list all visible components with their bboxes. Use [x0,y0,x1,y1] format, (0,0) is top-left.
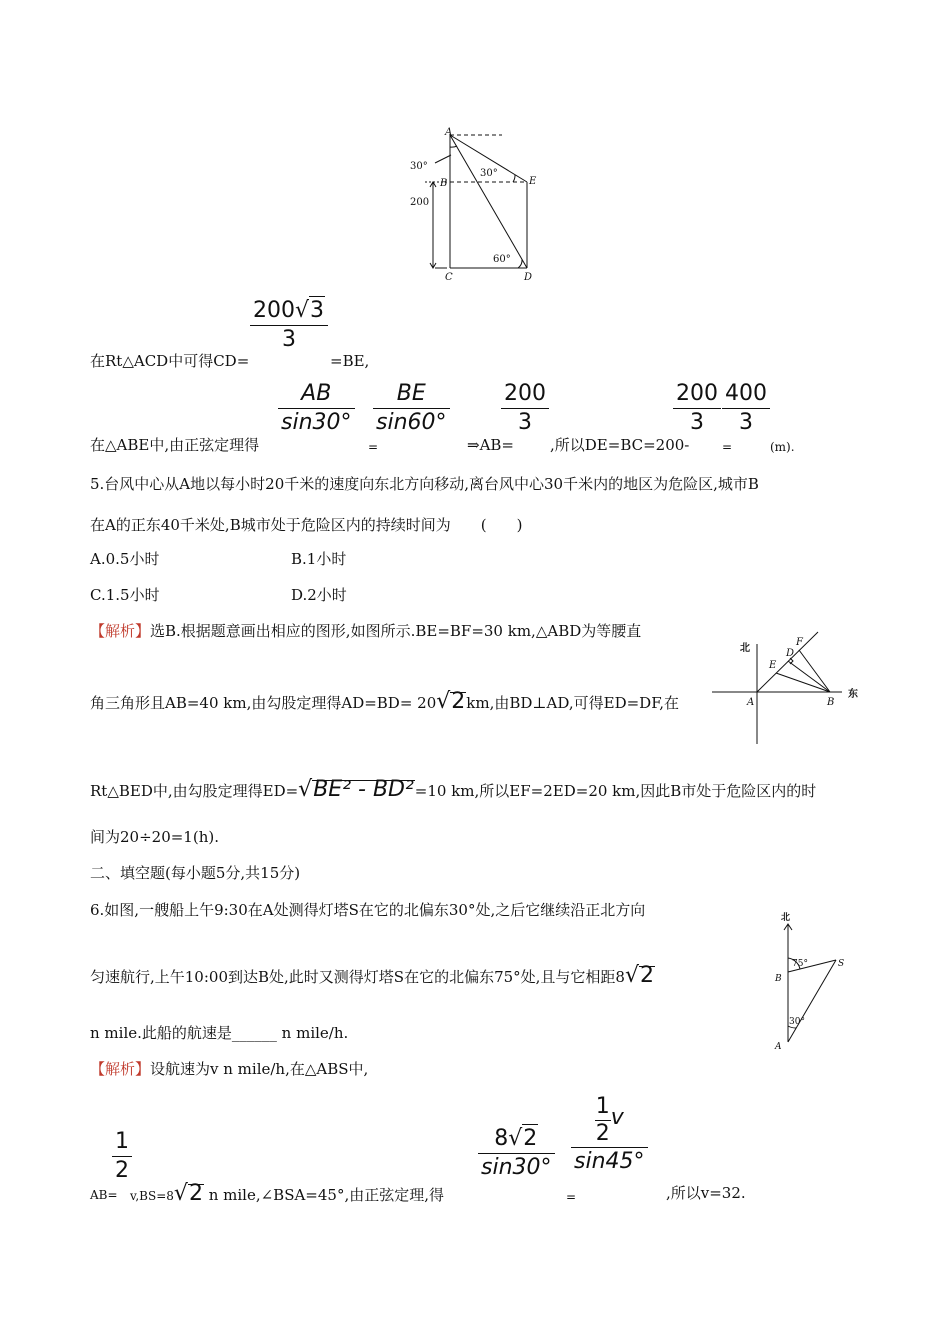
section-2-heading: 二、填空题(每小题5分,共15分) [90,864,301,882]
frac-3-b: 3 [690,410,704,435]
sol6-line-1 [90,1060,368,1078]
fig3-label-s: S [838,959,845,969]
fig3-label-a: A [775,1042,782,1052]
sol5-text-2b: km,由BD⊥AD,可得ED=DF,在 [466,694,680,712]
fig1-label-b: B [440,178,448,189]
line-sine-law: 在△ABE中,由正弦定理得 [90,436,260,454]
fraction-8root2-sin30 [478,1124,555,1182]
frac-sin60: sin60° [376,410,447,435]
fig1-height: 200 [410,197,430,208]
fraction-be-sin60 [373,380,450,437]
q6-line-2 [90,963,655,988]
sol6-text-1: 设航速为v n mile/h,在△ABS中, [150,1060,369,1078]
q5-line-1: 5.台风中心从A地以每小时20千米的速度向东北方向移动,离台风中心30千米内的地区为危险区,城市B [90,475,759,493]
sqrt-2-b: √2 [624,963,654,988]
figure-3-diagram [770,908,860,1060]
fig2-label-e: E [769,660,777,671]
sqrt-2-c-rad: 2 [188,1181,203,1206]
line-cd-suffix: =BE, [330,352,370,370]
frac-cd-num-int: 200 [253,298,295,323]
fig2-label-a: A [747,697,755,708]
fig1-label-c: C [445,272,453,283]
fig3-angle-top: 75° [792,959,808,969]
sol5-text-3a: Rt△BED中,由勾股定理得ED= [90,782,299,800]
fig2-east: 东 [848,689,858,700]
fig1-angle-bottom: 60° [493,254,511,265]
frac-be: BE [396,381,426,406]
sqrt-2-d: √2 [508,1126,538,1151]
sqrt-be-bd: √BE² - BD² [298,777,414,802]
fig1-label-a: A [445,127,453,138]
fraction-half [112,1128,132,1185]
sol6-v-bs: v,BS=8 [130,1189,174,1203]
fraction-200-3-b [673,380,721,437]
sqrt-2-a: √2 [436,689,466,714]
frac-200-a: 200 [504,381,546,406]
frac-ab: AB [301,381,332,406]
eq-2: = [722,440,733,454]
fig1-angle-mid: 30° [480,168,498,179]
frac-sin30: sin30° [281,410,352,435]
sqrt-symbol: √3 [295,298,325,323]
fig1-label-d: D [524,272,533,283]
fig1-label-e: E [529,176,537,187]
frac-200-b: 200 [676,381,718,406]
fraction-ab-sin30 [278,380,355,437]
sqrt-be-bd-rad: BE² - BD² [313,777,414,802]
sol5-line-2 [90,689,680,714]
q5-line-2: 在A的正东40千米处,B城市处于危险区内的持续时间为 ( ) [90,516,523,534]
fig3-angle-bottom: 30° [789,1017,805,1027]
fraction-200-3-a [501,380,549,437]
fig2-label-b: B [827,697,835,708]
sqrt-2-b-rad: 2 [640,963,654,988]
frac-cd-num-rad: 3 [310,298,325,323]
half-num: 1 [115,1129,129,1154]
fig3-north: 北 [781,913,791,923]
figure-2-diagram [710,630,870,748]
de-equals: ,所以DE=BC=200- [550,436,690,454]
frac-8: 8 [494,1126,509,1151]
frac-sin45: sin45° [574,1149,645,1174]
sol5-line-4: 间为20÷20=1(h). [90,828,219,846]
sqrt-2-d-rad: 2 [523,1126,538,1151]
fig2-label-d: D [786,648,795,659]
q6-line-1: 6.如图,一艘船上午9:30在A处测得灯塔S在它的北偏东30°处,之后它继续沿正北方向 [90,901,646,919]
eq-1: = [368,440,379,454]
arrow-ab: ⇒AB= [467,436,514,454]
frac-inner-2: 2 [595,1121,610,1146]
figure-1-diagram [405,125,545,285]
frac-400: 400 [725,381,767,406]
frac-sin30-b: sin30° [481,1155,552,1180]
frac-inner-1: 1 [595,1094,610,1119]
fig2-label-f: F [796,637,803,648]
fraction-cd [250,296,328,354]
analysis-tag: 【解析】 [90,622,151,640]
sol5-text-2a: 角三角形且AB=40 km,由勾股定理得AD=BD= 20 [90,694,437,712]
frac-cd-den: 3 [282,327,297,352]
q6-line-3: n mile.此船的航速是______ n mile/h. [90,1024,349,1042]
frac-inner-v: v [610,1105,624,1130]
sol5-text-3b: =10 km,所以EF=2ED=20 km,因此B市处于危险区内的时 [414,782,817,800]
q5-option-a: A.0.5小时 [90,550,160,568]
eq-3: = [566,1190,577,1204]
frac-3-a: 3 [518,410,532,435]
fraction-400-3 [722,380,770,437]
fig3-label-b: B [775,974,782,984]
sol6-conclusion: ,所以v=32. [666,1184,746,1202]
fraction-halfv-sin45 [571,1094,648,1176]
q5-option-b: B.1小时 [291,550,347,568]
frac-3-c: 3 [739,410,753,435]
sqrt-2-a-rad: 2 [451,689,466,714]
unit-m: (m). [770,440,795,454]
sol5-text-1: 选B.根据题意画出相应的图形,如图所示.BE=BF=30 km,△ABD为等腰直 [150,622,642,640]
sqrt-2-c: √2 [173,1181,203,1206]
half-den: 2 [115,1158,129,1183]
analysis-tag-2: 【解析】 [90,1060,151,1078]
line-cd: 在Rt△ACD中可得CD= [90,352,250,370]
q5-option-d: D.2小时 [291,586,347,604]
fig2-north: 北 [740,643,750,654]
fig1-angle-left: 30° [410,161,428,172]
q5-option-c: C.1.5小时 [90,586,160,604]
sol5-line-3 [90,777,817,802]
sol5-line-1 [90,622,641,640]
sol6-ab: AB= [90,1188,118,1202]
q6-text-2: 匀速航行,上午10:00到达B处,此时又测得灯塔S在它的北偏东75°处,且与它相距8 [90,968,625,986]
sol6-bs-post: n mile,∠BSA=45°,由正弦定理,得 [203,1186,444,1204]
sol6-bs [130,1181,444,1206]
